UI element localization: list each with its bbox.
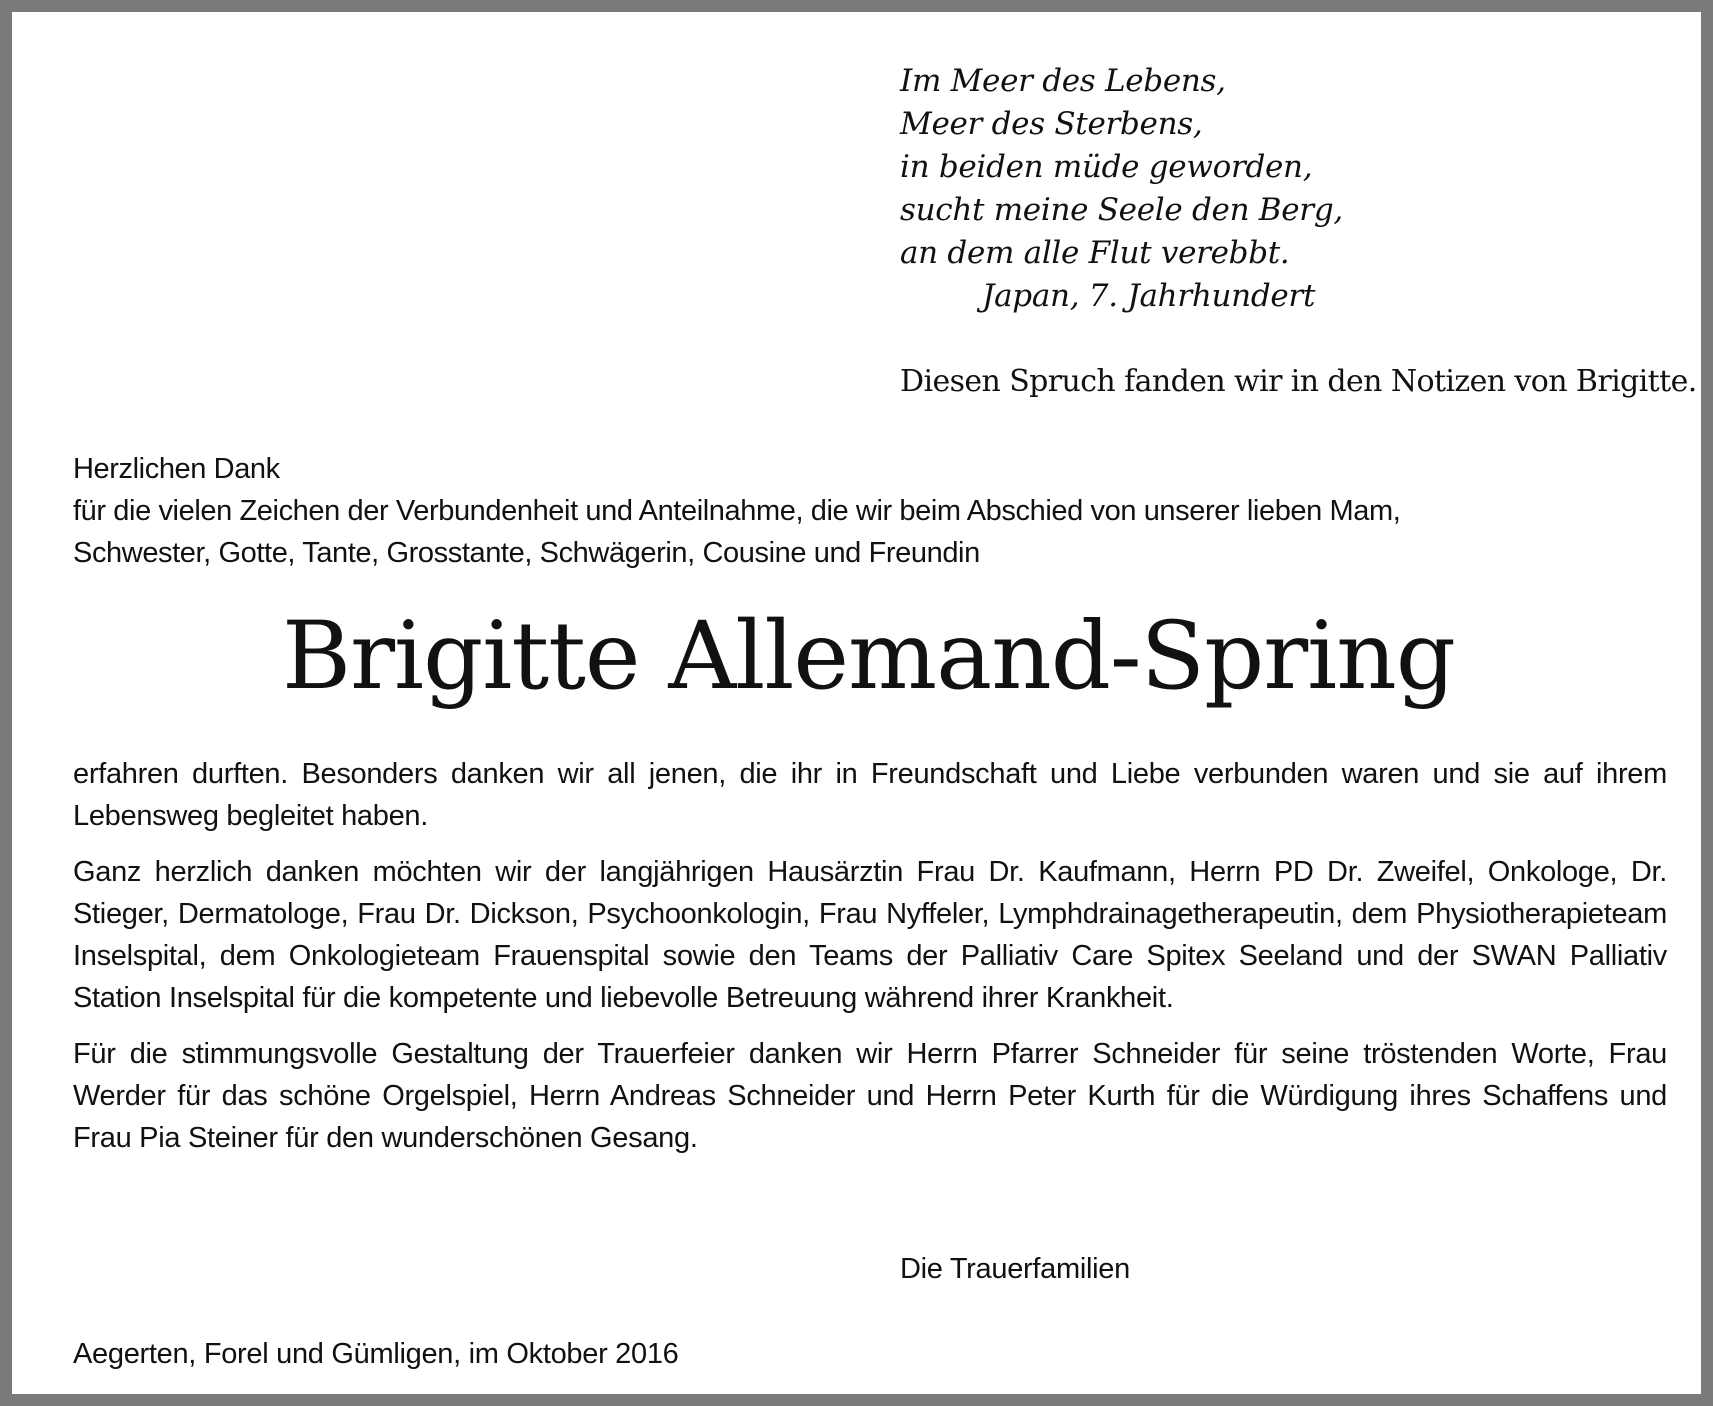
- body-paragraph: erfahren durften. Besonders danken wir all jenen, die ihr in Freundschaft und Liebe verbunden waren und sie auf ihrem Lebensweg begleitet haben.: [73, 758, 1667, 832]
- thanks-heading: Herzlichen Dank: [73, 453, 280, 485]
- poem-line: sucht meine Seele den Berg,: [900, 192, 1343, 228]
- poem-note: Diesen Spruch fanden wir in den Notizen von Brigitte.: [900, 364, 1697, 399]
- body-paragraph: Ganz herzlich danken möchten wir der langjährigen Hausärztin Frau Dr. Kaufmann, Herrn PD Dr. Zweifel, Onkologe, Dr. Stieger, Dermatologe, Frau Dr. Dickson, Psychoonkologin, Frau Nyffeler, Lymphdrainagetherapeutin, dem Physiotherapieteam Inselspital, dem Onkologieteam Frauenspital sowie den Teams der Palliativ Care Spitex Seeland und der SWAN Palliativ Station Inselspital für die kompetente und liebevolle Betreuung während ihrer Krankheit.: [73, 856, 1667, 1014]
- poem-line: Im Meer des Lebens,: [900, 63, 1226, 99]
- poem: [900, 60, 1343, 318]
- body-text: [73, 753, 1667, 1173]
- signature: Die Trauerfamilien: [900, 1253, 1130, 1285]
- thanks-line: für die vielen Zeichen der Verbundenheit und Anteilnahme, die wir beim Abschied von unserer lieben Mam,: [73, 495, 1401, 527]
- poem-line: in beiden müde geworden,: [900, 149, 1313, 185]
- place-date: Aegerten, Forel und Gümligen, im Oktober 2016: [73, 1338, 679, 1370]
- thanks-line: Schwester, Gotte, Tante, Grosstante, Schwägerin, Cousine und Freundin: [73, 537, 980, 569]
- poem-source: Japan, 7. Jahrhundert: [982, 278, 1316, 314]
- poem-line: an dem alle Flut verebbt.: [900, 235, 1290, 271]
- body-paragraph: Für die stimmungsvolle Gestaltung der Trauerfeier danken wir Herrn Pfarrer Schneider für seine tröstenden Worte, Frau Werder für das schöne Orgelspiel, Herrn Andreas Schneider und Herrn Peter Kurth für die Würdigung ihres Schaffens und Frau Pia Steiner für den wunderschönen Gesang.: [73, 1038, 1667, 1154]
- deceased-name: Brigitte Allemand-Spring: [282, 602, 1455, 711]
- poem-line: Meer des Sterbens,: [900, 106, 1203, 142]
- thanks-intro: [73, 448, 1667, 574]
